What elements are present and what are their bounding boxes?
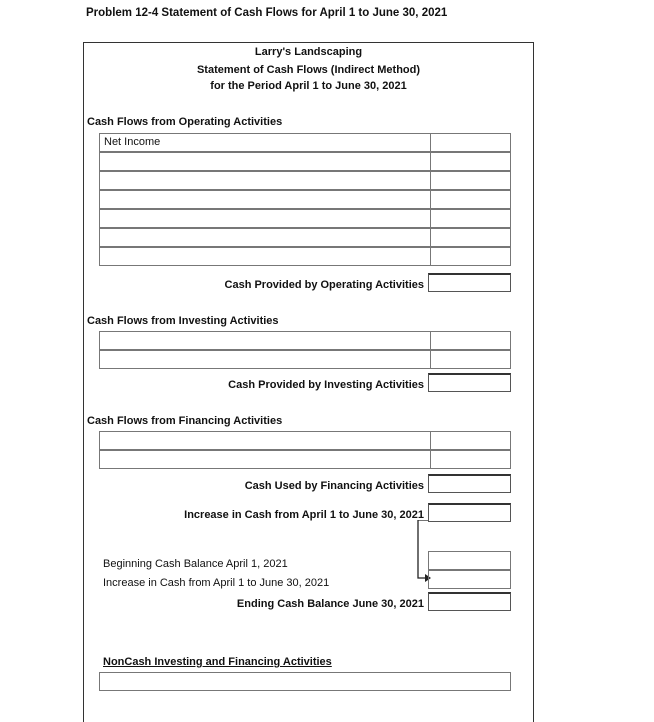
- problem-title: Problem 12-4 Statement of Cash Flows for April 1 to June 30, 2021: [86, 7, 448, 19]
- company-name: Larry's Landscaping: [254, 46, 363, 58]
- increase-label: Increase in Cash from April 1 to June 30, 2021: [184, 509, 424, 521]
- amount-cell-divider: [430, 432, 431, 449]
- reconciliation-increase-field[interactable]: [428, 570, 511, 589]
- operating-row[interactable]: [99, 228, 511, 247]
- ending-balance-label: Ending Cash Balance June 30, 2021: [236, 598, 424, 610]
- amount-cell-divider: [430, 451, 431, 468]
- ending-balance-field[interactable]: [428, 592, 511, 611]
- beginning-balance-label: Beginning Cash Balance April 1, 2021: [103, 558, 288, 570]
- amount-cell-divider: [430, 172, 431, 189]
- net-income-label: Net Income: [104, 136, 161, 148]
- operating-row[interactable]: [99, 209, 511, 228]
- amount-cell-divider: [430, 134, 431, 151]
- amount-cell-divider: [430, 351, 431, 368]
- financing-heading: Cash Flows from Financing Activities: [87, 415, 283, 427]
- amount-cell-divider: [430, 248, 431, 265]
- amount-cell-divider: [430, 332, 431, 349]
- investing-row[interactable]: [99, 350, 511, 369]
- operating-heading: Cash Flows from Operating Activities: [87, 116, 283, 128]
- increase-field[interactable]: [428, 503, 511, 522]
- investing-total-label: Cash Provided by Investing Activities: [228, 379, 424, 391]
- amount-cell-divider: [430, 153, 431, 170]
- statement-period: for the Period April 1 to June 30, 2021: [210, 80, 407, 92]
- operating-row[interactable]: [99, 152, 511, 171]
- financing-row[interactable]: [99, 450, 511, 469]
- reconciliation-increase-label: Increase in Cash from April 1 to June 30, 2021: [103, 577, 330, 589]
- financing-row[interactable]: [99, 431, 511, 450]
- statement-title: Statement of Cash Flows (Indirect Method): [196, 64, 421, 76]
- operating-total-field[interactable]: [428, 273, 511, 292]
- operating-row[interactable]: [99, 171, 511, 190]
- amount-cell-divider: [430, 229, 431, 246]
- operating-total-label: Cash Provided by Operating Activities: [224, 279, 424, 291]
- beginning-balance-field[interactable]: [428, 551, 511, 570]
- investing-row[interactable]: [99, 331, 511, 350]
- amount-cell-divider: [430, 191, 431, 208]
- investing-heading: Cash Flows from Investing Activities: [87, 315, 279, 327]
- operating-row-net-income[interactable]: [99, 133, 511, 152]
- financing-total-label: Cash Used by Financing Activities: [244, 480, 424, 492]
- amount-cell-divider: [430, 210, 431, 227]
- noncash-row[interactable]: [99, 672, 511, 691]
- financing-total-field[interactable]: [428, 474, 511, 493]
- operating-row[interactable]: [99, 190, 511, 209]
- noncash-heading: NonCash Investing and Financing Activities: [103, 656, 332, 668]
- operating-row[interactable]: [99, 247, 511, 266]
- investing-total-field[interactable]: [428, 373, 511, 392]
